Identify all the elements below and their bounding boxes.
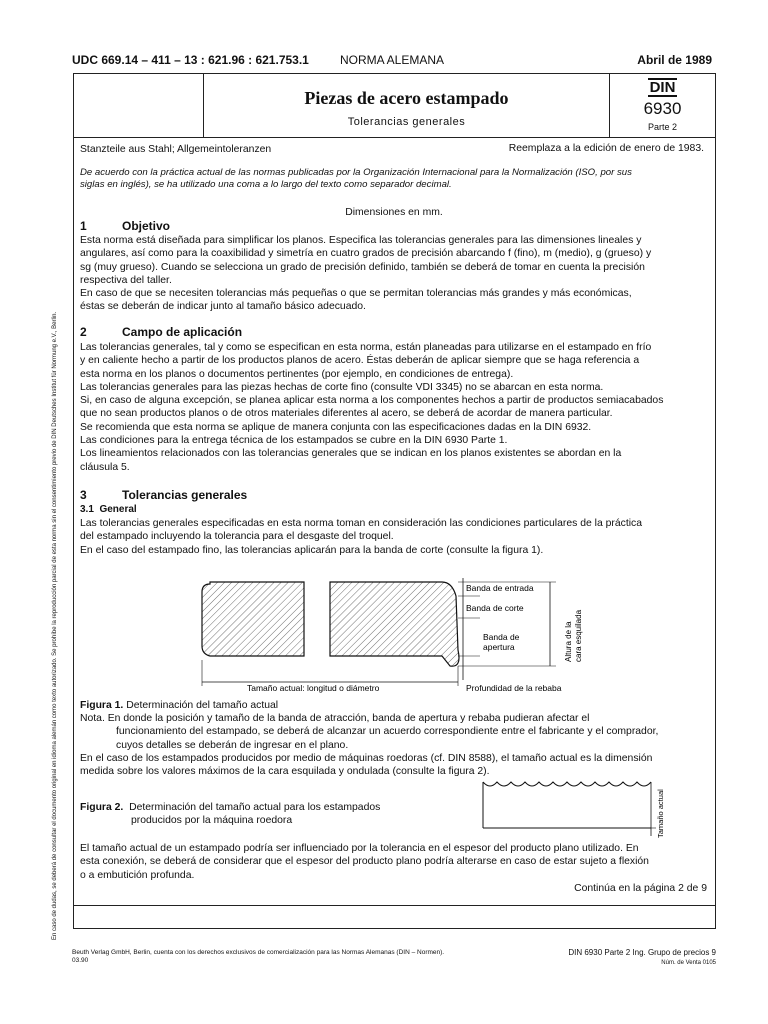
text-line: medida sobre los valores máximos de la cara esquilada y ondulada (consulte la figura 2). — [80, 766, 490, 778]
din-logo-text: DIN — [649, 79, 676, 96]
din-number: 6930 — [643, 99, 682, 118]
section-body — [80, 341, 708, 474]
fig1-label-altura-2: cara esquilada — [574, 609, 583, 662]
figure-label: Figura 2. — [80, 802, 124, 813]
figure-caption-text: Determinación del tamaño actual para los estampados — [129, 802, 381, 813]
publication-date: Abril de 1989 — [637, 53, 712, 67]
text-line: Las tolerancias generales, tal y como se especifican en esta norma, están planeadas para utilizarse en el estampado en frío — [80, 342, 652, 353]
text-line: Las condiciones para la entrega técnica de los estampados se cubre en la DIN 6930 Parte 1. — [80, 435, 508, 447]
fig1-label-rebaba: Profundidad de la rebaba — [466, 683, 562, 693]
text-line: respectiva del taller. — [80, 274, 172, 286]
fig1-left-piece — [202, 582, 304, 656]
text-line: En caso de que se necesiten tolerancias más pequeñas o que se permitan tolerancias más grandes y más económicas, — [80, 288, 632, 300]
text-line: y en caliente hecho a partir de los productos planos de acero. Éstas deberán de aplicar siempre que se haga referencia a — [80, 355, 640, 367]
fig1-right-piece — [330, 582, 459, 666]
dimensions-note: Dimensiones en mm. — [345, 207, 443, 218]
document-title: Piezas de acero estampado — [304, 88, 509, 108]
fig1-label-banda-apertura-2: apertura — [483, 642, 515, 652]
text-line: Las tolerancias generales para las piezas hechas de corte fino (consulte VDI 3345) no se abarcan en esta norma. — [80, 381, 604, 393]
section-heading — [80, 489, 708, 502]
figure-caption-text: producidos por la máquina roedora — [131, 815, 293, 827]
roll-paragraph — [80, 752, 708, 779]
section-heading — [80, 220, 708, 233]
footer-publisher: Beuth Verlag GmbH, Berlin, cuenta con los derechos exclusivos de comercialización para las Normas Alemanas (DIN – Normen). — [72, 949, 445, 956]
fig1-label-altura-1: Altura de la — [564, 621, 573, 662]
text-line: del estampado incluyendo la tolerancia para el desgaste del troquel. — [80, 531, 394, 543]
section-heading — [80, 326, 708, 339]
fig1-label-tamano: Tamaño actual: longitud o diámetro — [247, 683, 380, 693]
text-line: En el caso del estampado fino, las tolerancias aplicarán para la banda de corte (consulte la figura 1). — [80, 544, 544, 556]
text-line: Se recomienda que esta norma se aplique de manera conjunta con las especificaciones dadas en la DIN 6932. — [80, 421, 592, 433]
text-line: El tamaño actual de un estampado podría ser influenciado por la tolerancia en el espesor del producto plano utilizado. En — [80, 843, 639, 854]
section-number: 2 — [80, 325, 87, 339]
bottom-divider — [73, 905, 716, 906]
din-logo — [609, 78, 716, 97]
subsection-title: General — [99, 504, 137, 515]
section-number: 3 — [80, 488, 87, 502]
figure-1-caption — [80, 699, 708, 712]
text-line: En el caso de los estampados producidos por medio de máquinas roedoras (cf. DIN 8588), el tamaño actual es la dimensión — [80, 753, 653, 764]
text-line: angulares, así como para la coaxibilidad y simetría en cuatro grados de precisión abarcando f (fino), m (medio), g (grueso) y — [80, 248, 652, 260]
figure-1-diagram — [180, 570, 600, 695]
section-title: Campo de aplicación — [122, 325, 243, 339]
text-line: cláusula 5. — [80, 461, 130, 473]
nota — [80, 712, 708, 752]
footer-left — [72, 949, 444, 965]
continua-note: Continúa en la página 2 de 9 — [574, 883, 707, 894]
text-line: Nota. En donde la posición y tamaño de la banda de atracción, banda de apertura y rebaba pudieran afectar el — [80, 713, 590, 724]
din-parte: Parte 2 — [647, 122, 678, 132]
text-line: sg (muy grueso). Cuando se selecciona un grado de precisión definido, también se deberá de tomar en cuenta la precisión — [80, 261, 645, 273]
subsection-heading — [80, 503, 708, 516]
title-left-cell — [73, 73, 204, 138]
section-title: Objetivo — [122, 219, 171, 233]
norma-label: NORMA ALEMANA — [340, 53, 445, 67]
footer-din-ref: DIN 6930 Parte 2 Ing. Grupo de precios 9 — [568, 948, 716, 957]
section-body — [80, 234, 708, 314]
text-line: Si, en caso de alguna excepción, se planea aplicar esta norma a los componentes hechos a partir de productos semiacabados — [80, 395, 664, 407]
footer-sale-number: Núm. de Venta 0105 — [661, 960, 716, 966]
figure-caption-text: Determinación del tamaño actual — [126, 700, 279, 711]
text-line: que no sean productos planos o de otros materiales diferentes al acero, se deberá de acordar de manera particular. — [80, 408, 613, 420]
text-line: Las tolerancias generales especificadas en esta norma toman en consideración las condiciones particulares de la práctica — [80, 518, 642, 529]
text-line: o a embutición profunda. — [80, 869, 195, 881]
figure-label: Figura 1. — [80, 700, 124, 711]
text-line: esta norma en los planos o documentos pertinentes (por ejemplo, en condiciones de entrega). — [80, 368, 514, 380]
fig2-label: Tamaño actual — [656, 789, 665, 838]
replaces-note: Reemplaza a la edición de enero de 1983. — [508, 143, 704, 154]
german-title: Stanzteile aus Stahl; Allgemeintoleranzen — [80, 144, 272, 155]
fig2-wavy-edge — [483, 782, 651, 786]
text-line: éstas se deberán de indicar junto al tamaño básico adecuado. — [80, 301, 366, 313]
fig1-label-banda-entrada: Banda de entrada — [466, 583, 534, 593]
text-line: funcionamiento del estampado, se deberá de alcanzar un acuerdo correspondiente entre el fabricante y el comprador, — [116, 726, 659, 738]
section-body — [80, 517, 708, 557]
final-paragraph — [80, 842, 708, 882]
footer-right — [517, 948, 716, 968]
fig1-label-banda-corte: Banda de corte — [466, 603, 524, 613]
subsection-number: 3.1 — [80, 504, 94, 515]
section-title: Tolerancias generales — [122, 488, 248, 502]
section-number: 1 — [80, 219, 87, 233]
text-line: Esta norma está diseñada para simplificar los planos. Especifica las tolerancias generales para las dimensiones lineales y — [80, 235, 642, 246]
text-line: Los lineamientos relacionados con las tolerancias generales que se indican en los planos existentes se abordan en la — [80, 448, 622, 460]
figure-2-diagram — [480, 776, 680, 838]
iso-note-line: De acuerdo con la práctica actual de las normas publicadas por la Organización Internacional para la Normalización (ISO, por sus — [80, 167, 632, 178]
sidebar-legal-note: En caso de dudas, se deberá de consultar el documento original en idioma alemán como texto autorizado. Se prohíbe la reproducción parcial de esta norma sin el consentimiento previo de DIN Deutsches Institut für Normung e.V., Berlin. — [52, 311, 58, 940]
text-line: cuyos detalles se deberán de ingresar en el plano. — [116, 739, 349, 751]
fig1-label-banda-apertura-1: Banda de — [483, 632, 520, 642]
text-line: esta conexión, se deberá de considerar que el espesor del producto plano podría alterarse en caso de estar sujeto a flexión — [80, 856, 649, 868]
footer-date-code: 03.90 — [72, 957, 89, 964]
iso-note — [80, 167, 708, 192]
document-subtitle: Tolerancias generales — [347, 116, 466, 128]
iso-note-line: siglas en inglés), se ha utilizado una coma a lo largo del texto como separador decimal. — [80, 179, 452, 191]
udc-code: UDC 669.14 – 411 – 13 : 621.96 : 621.753.1 — [72, 53, 309, 67]
